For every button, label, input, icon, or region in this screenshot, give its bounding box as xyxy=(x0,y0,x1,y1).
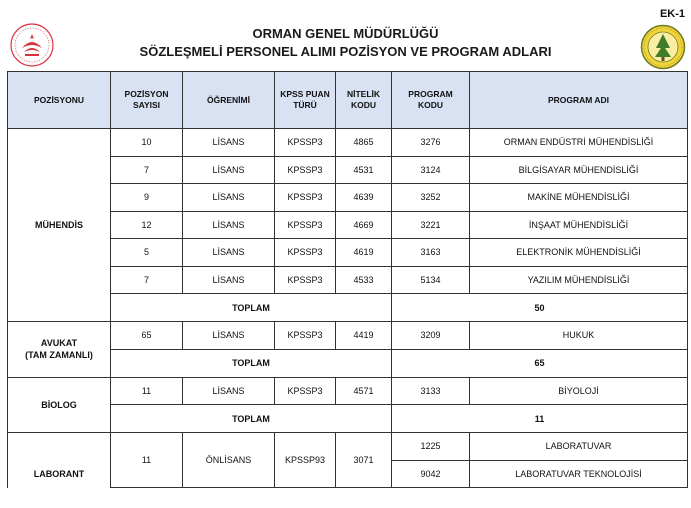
cell-sayi: 7 xyxy=(111,156,183,184)
table-row xyxy=(8,433,688,461)
col-header-pozisyon: POZİSYONU xyxy=(8,72,111,129)
cell-program-adi: HUKUK xyxy=(470,322,688,350)
cell-ogrenim: LİSANS xyxy=(183,129,275,157)
cell-nitelik: 3071 xyxy=(336,433,392,488)
cell-sayi: 9 xyxy=(111,184,183,212)
cell-nitelik: 4639 xyxy=(336,184,392,212)
cell-program-adi: BİLGİSAYAR MÜHENDİSLİĞİ xyxy=(470,156,688,184)
cell-program-adi: LABORATUVAR TEKNOLOJİSİ xyxy=(470,460,688,488)
cell-nitelik: 4531 xyxy=(336,156,392,184)
annex-label: EK-1 xyxy=(659,8,685,20)
positions-table xyxy=(7,71,688,488)
cell-program-kodu: 9042 xyxy=(392,460,470,488)
cell-ogrenim: LİSANS xyxy=(183,239,275,267)
table-row xyxy=(8,322,688,350)
cell-program-kodu: 3276 xyxy=(392,129,470,157)
total-label: TOPLAM xyxy=(111,349,392,377)
cell-ogrenim: LİSANS xyxy=(183,377,275,405)
cell-program-kodu: 5134 xyxy=(392,266,470,294)
cell-ogrenim: LİSANS xyxy=(183,211,275,239)
col-header-ogrenim: ÖĞRENİMİ xyxy=(183,72,275,129)
col-header-program-kodu: PROGRAM KODU xyxy=(392,72,470,129)
cell-program-kodu: 3163 xyxy=(392,239,470,267)
cell-sayi: 12 xyxy=(111,211,183,239)
cell-kpss: KPSSP3 xyxy=(275,129,336,157)
cell-program-kodu: 3133 xyxy=(392,377,470,405)
cell-ogrenim: LİSANS xyxy=(183,184,275,212)
col-header-sayi: POZİSYON SAYISI xyxy=(111,72,183,129)
cell-nitelik: 4419 xyxy=(336,322,392,350)
cell-kpss: KPSSP3 xyxy=(275,156,336,184)
cell-program-adi: YAZILIM MÜHENDİSLİĞİ xyxy=(470,266,688,294)
cell-kpss: KPSSP3 xyxy=(275,266,336,294)
cell-sayi: 11 xyxy=(111,433,183,488)
cell-nitelik: 4571 xyxy=(336,377,392,405)
position-muhendis: MÜHENDİS xyxy=(8,129,111,322)
cell-nitelik: 4619 xyxy=(336,239,392,267)
cell-program-adi: İNŞAAT MÜHENDİSLİĞİ xyxy=(470,211,688,239)
total-label: TOPLAM xyxy=(111,405,392,433)
cell-kpss: KPSSP3 xyxy=(275,184,336,212)
cell-kpss: KPSSP3 xyxy=(275,322,336,350)
cell-program-adi: LABORATUVAR xyxy=(470,433,688,461)
cell-ogrenim: LİSANS xyxy=(183,156,275,184)
cell-ogrenim: LİSANS xyxy=(183,266,275,294)
table-header-row xyxy=(8,72,688,129)
forestry-logo xyxy=(640,24,686,70)
cell-sayi: 10 xyxy=(111,129,183,157)
total-value: 50 xyxy=(392,294,688,322)
cell-kpss: KPSSP3 xyxy=(275,211,336,239)
cell-kpss: KPSSP93 xyxy=(275,433,336,488)
col-header-program-adi: PROGRAM ADI xyxy=(470,72,688,129)
cell-nitelik: 4669 xyxy=(336,211,392,239)
document-title: ORMAN GENEL MÜDÜRLÜĞÜ xyxy=(252,26,439,41)
cell-program-kodu: 3209 xyxy=(392,322,470,350)
cell-program-adi: ELEKTRONİK MÜHENDİSLİĞİ xyxy=(470,239,688,267)
table-row xyxy=(8,129,688,157)
cell-program-kodu: 3221 xyxy=(392,211,470,239)
cell-ogrenim: ÖNLİSANS xyxy=(183,433,275,488)
col-header-kpss: KPSS PUAN TÜRÜ xyxy=(275,72,336,129)
total-label: TOPLAM xyxy=(111,294,392,322)
cell-program-adi: MAKİNE MÜHENDİSLİĞİ xyxy=(470,184,688,212)
cell-program-adi: ORMAN ENDÜSTRİ MÜHENDİSLİĞİ xyxy=(470,129,688,157)
cell-sayi: 5 xyxy=(111,239,183,267)
total-value: 65 xyxy=(392,349,688,377)
cell-program-adi: BİYOLOJİ xyxy=(470,377,688,405)
cell-kpss: KPSSP3 xyxy=(275,239,336,267)
cell-nitelik: 4533 xyxy=(336,266,392,294)
table-row xyxy=(8,377,688,405)
position-laborant: LABORANT xyxy=(8,433,111,488)
cell-program-kodu: 3124 xyxy=(392,156,470,184)
total-value: 11 xyxy=(392,405,688,433)
cell-sayi: 11 xyxy=(111,377,183,405)
cell-ogrenim: LİSANS xyxy=(183,322,275,350)
cell-sayi: 7 xyxy=(111,266,183,294)
position-biolog: BİOLOG xyxy=(8,377,111,433)
cell-program-kodu: 1225 xyxy=(392,433,470,461)
document-subtitle: SÖZLEŞMELİ PERSONEL ALIMI POZİSYON VE PROGRAM ADLARI xyxy=(139,44,552,59)
col-header-nitelik: NİTELİK KODU xyxy=(336,72,392,129)
cell-kpss: KPSSP3 xyxy=(275,377,336,405)
cell-program-kodu: 3252 xyxy=(392,184,470,212)
position-avukat: AVUKAT (TAM ZAMANLI) xyxy=(8,322,111,378)
cell-nitelik: 4865 xyxy=(336,129,392,157)
cell-sayi: 65 xyxy=(111,322,183,350)
